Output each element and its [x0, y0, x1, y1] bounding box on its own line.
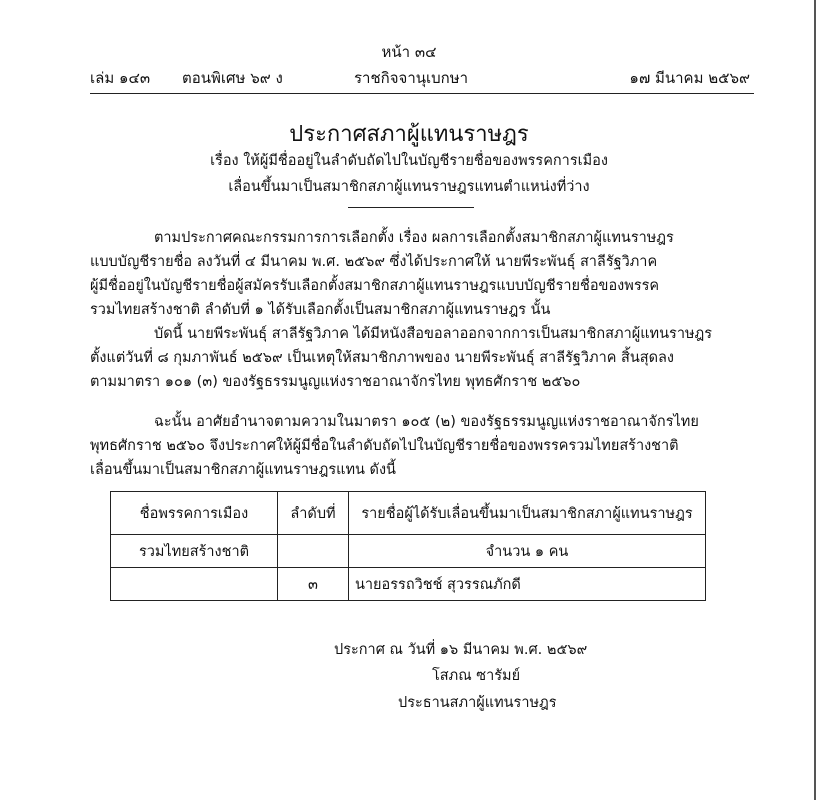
- promotion-table: [110, 491, 706, 601]
- page-number: หน้า ๓๔: [381, 43, 437, 61]
- cell-party: รวมไทยสร้างชาติ: [111, 535, 278, 568]
- header-party: ชื่อพรรคการเมือง: [111, 492, 278, 535]
- cell-order: ๓: [278, 568, 349, 601]
- paragraph-1-line: ผู้มีชื่ออยู่ในบัญชีรายชื่อผู้สมัครรับเลือกตั้งสมาชิกสภาผู้แทนราษฎรแบบบัญชีรายชื่อของพรรค: [90, 278, 660, 294]
- table-header-row: [111, 492, 706, 535]
- paragraph-3-line: เลื่อนขึ้นมาเป็นสมาชิกสภาผู้แทนราษฎรแทน ดังนี้: [90, 462, 396, 478]
- subject-line-1: เรื่อง ให้ผู้มีชื่ออยู่ในลำดับถัดไปในบัญชีรายชื่อของพรรคการเมือง: [210, 153, 608, 169]
- cell-order: [278, 535, 349, 568]
- table-row: [111, 535, 706, 568]
- document-title: ประกาศสภาผู้แทนราษฎร: [289, 122, 529, 147]
- header-order: ลำดับที่: [278, 492, 349, 535]
- paragraph-3-line: ฉะนั้น อาศัยอำนาจตามความในมาตรา ๑๐๕ (๒) ของรัฐธรรมนูญแห่งราชอาณาจักรไทย: [154, 414, 699, 430]
- section-label: ตอนพิเศษ ๖๙ ง: [182, 69, 283, 87]
- volume-label: เล่ม ๑๔๓: [90, 69, 151, 87]
- paragraph-1-line: แบบบัญชีรายชื่อ ลงวันที่ ๔ มีนาคม พ.ศ. ๒๕๖๙ ซึ่งได้ประกาศให้ นายพีระพันธุ์ สาลีรัฐวิภาค: [90, 254, 658, 270]
- paragraph-2-line: ตามมาตรา ๑๐๑ (๓) ของรัฐธรรมนูญแห่งราชอาณาจักรไทย พุทธศักราช ๒๕๖๐: [90, 374, 581, 390]
- gazette-header: [90, 66, 750, 90]
- signatory-name: โสภณ ซารัมย์: [432, 668, 521, 684]
- paragraph-1-line: ตามประกาศคณะกรรมการการเลือกตั้ง เรื่อง ผลการเลือกตั้งสมาชิกสภาผู้แทนราษฎร: [154, 230, 674, 246]
- announcement-date: ประกาศ ณ วันที่ ๑๖ มีนาคม พ.ศ. ๒๕๖๙: [334, 642, 588, 658]
- subject-line-2: เลื่อนขึ้นมาเป็นสมาชิกสภาผู้แทนราษฎรแทนตำแหน่งที่ว่าง: [228, 179, 590, 195]
- paragraph-2-line: ตั้งแต่วันที่ ๘ กุมภาพันธ์ ๒๕๖๙ เป็นเหตุให้สมาชิกภาพของ นายพีระพันธุ์ สาลีรัฐวิภาค สิ้นสุดลง: [90, 350, 675, 366]
- gazette-name: ราชกิจจานุเบกษา: [354, 69, 469, 87]
- cell-member-name: นายอรรถวิชช์ สุวรรณภักดี: [349, 568, 706, 601]
- cell-party: [111, 568, 278, 601]
- paragraph-1-line: รวมไทยสร้างชาติ ลำดับที่ ๑ ได้รับเลือกตั้งเป็นสมาชิกสภาผู้แทนราษฎร นั้น: [90, 302, 551, 318]
- cell-count: จำนวน ๑ คน: [349, 535, 706, 568]
- table-row: [111, 568, 706, 601]
- paragraph-2-line: บัดนี้ นายพีระพันธุ์ สาลีรัฐวิภาค ได้มีหนังสือขอลาออกจากการเป็นสมาชิกสภาผู้แทนราษฎร: [154, 326, 713, 342]
- header-divider: [90, 93, 754, 94]
- signatory-position: ประธานสภาผู้แทนราษฎร: [398, 695, 557, 711]
- gazette-date: ๑๗ มีนาคม ๒๕๖๙: [629, 69, 750, 87]
- header-member-list: รายชื่อผู้ได้รับเลื่อนขึ้นมาเป็นสมาชิกสภาผู้แทนราษฎร: [349, 492, 706, 535]
- title-divider: [348, 207, 474, 208]
- paragraph-3-line: พุทธศักราช ๒๕๖๐ จึงประกาศให้ผู้มีชื่อในลำดับถัดไปในบัญชีรายชื่อของพรรครวมไทยสร้างชาติ: [90, 438, 679, 454]
